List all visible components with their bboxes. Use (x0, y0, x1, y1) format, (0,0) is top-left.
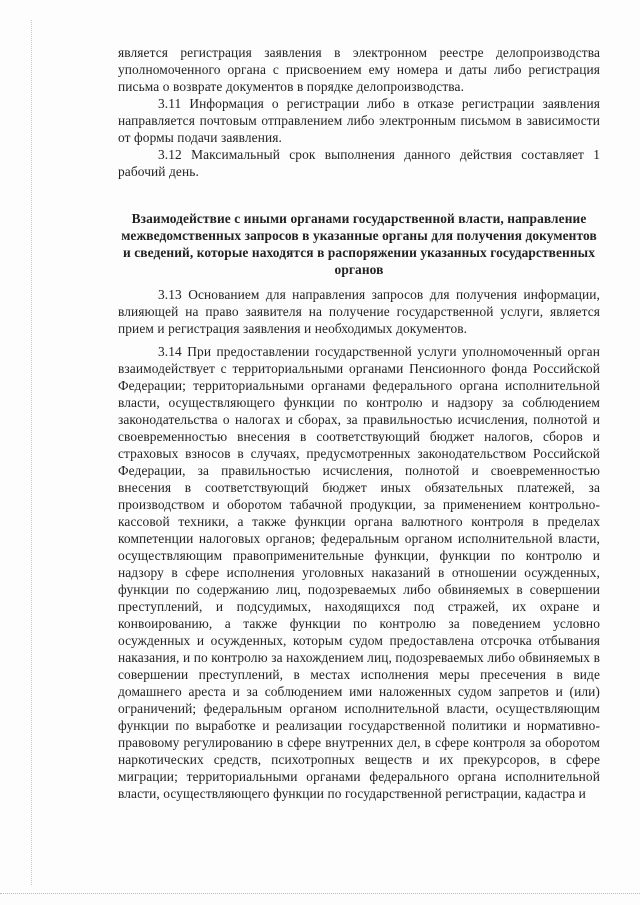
document-body (118, 44, 600, 802)
paragraph-3-13: 3.13 Основанием для направления запросов для получения информации, влияющей на право заявителя на получение государственной услуги, является прием и регистрация заявления и необходимых документов. (118, 287, 600, 336)
binding-margin-line (31, 20, 32, 885)
paragraph-3-12: 3.12 Максимальный срок выполнения данного действия составляет 1 рабочий день. (118, 147, 600, 179)
paragraph-continuation: является регистрация заявления в электронном реестре делопроизводства уполномоченного органа с присвоением ему номера и даты либо регистрация письма о возврате документов в порядке делопроизводства. (118, 45, 600, 94)
paragraph-3-11: 3.11 Информация о регистрации либо в отказе регистрации заявления направляется почтовым отправлением либо электронным письмом в зависимости от формы подачи заявления. (118, 96, 600, 145)
section-heading: Взаимодействие с иными органами государственной власти, направление межведомственных запросов в указанные органы для получения документов и сведений, которые находятся в распоряжении указанных государственных органов (121, 211, 597, 277)
paragraph-3-14: 3.14 При предоставлении государственной услуги уполномоченный орган взаимодействует с территориальными органами Пенсионного фонда Российской Федерации; территориальными органами федерального органа исполнительной власти, осуществляющего функции по контролю и надзору за соблюдением законодательства о налогах и сборах, за правильностью исчисления, полнотой и своевременностью внесения в соответствующий бюджет налогов, сборов и страховых взносов в случаях, предусмотренных законодательством Российской Федерации, за правильностью исчисления, полнотой и своевременностью внесения в соответствующий бюджет иных обязательных платежей, за производством и оборотом табачной продукции, за применением контрольно-кассовой техники, а также функции органа валютного контроля в пределах компетенции налоговых органов; федеральным органом исполнительной власти, осуществляющим правоприменительные функции, функции по контролю и надзору в сфере исполнения уголовных наказаний в отношении осужденных, функции по содержанию лиц, подозреваемых либо обвиняемых в совершении преступлений, и подсудимых, находящихся под стражей, их охране и конвоированию, а также функции по контролю за поведением условно осужденных и осужденных, которым судом предоставлена отсрочка отбывания наказания, и по контролю за нахождением лиц, подозреваемых либо обвиняемых в совершении преступлений, в местах исполнения меры пресечения в виде домашнего ареста и за соблюдением ими наложенных судом запретов и (или) ограничений; федеральным органом исполнительной власти, осуществляющим функции по выработке и реализации государственной политики и нормативно-правовому регулированию в сфере внутренних дел, в сфере контроля за оборотом наркотических средств, психотропных веществ и их прекурсоров, в сфере миграции; территориальными органами федерального органа исполнительной власти, осуществляющего функции по государственной регистрации, кадастра и (118, 344, 600, 801)
page-bottom-edge (0, 893, 640, 894)
